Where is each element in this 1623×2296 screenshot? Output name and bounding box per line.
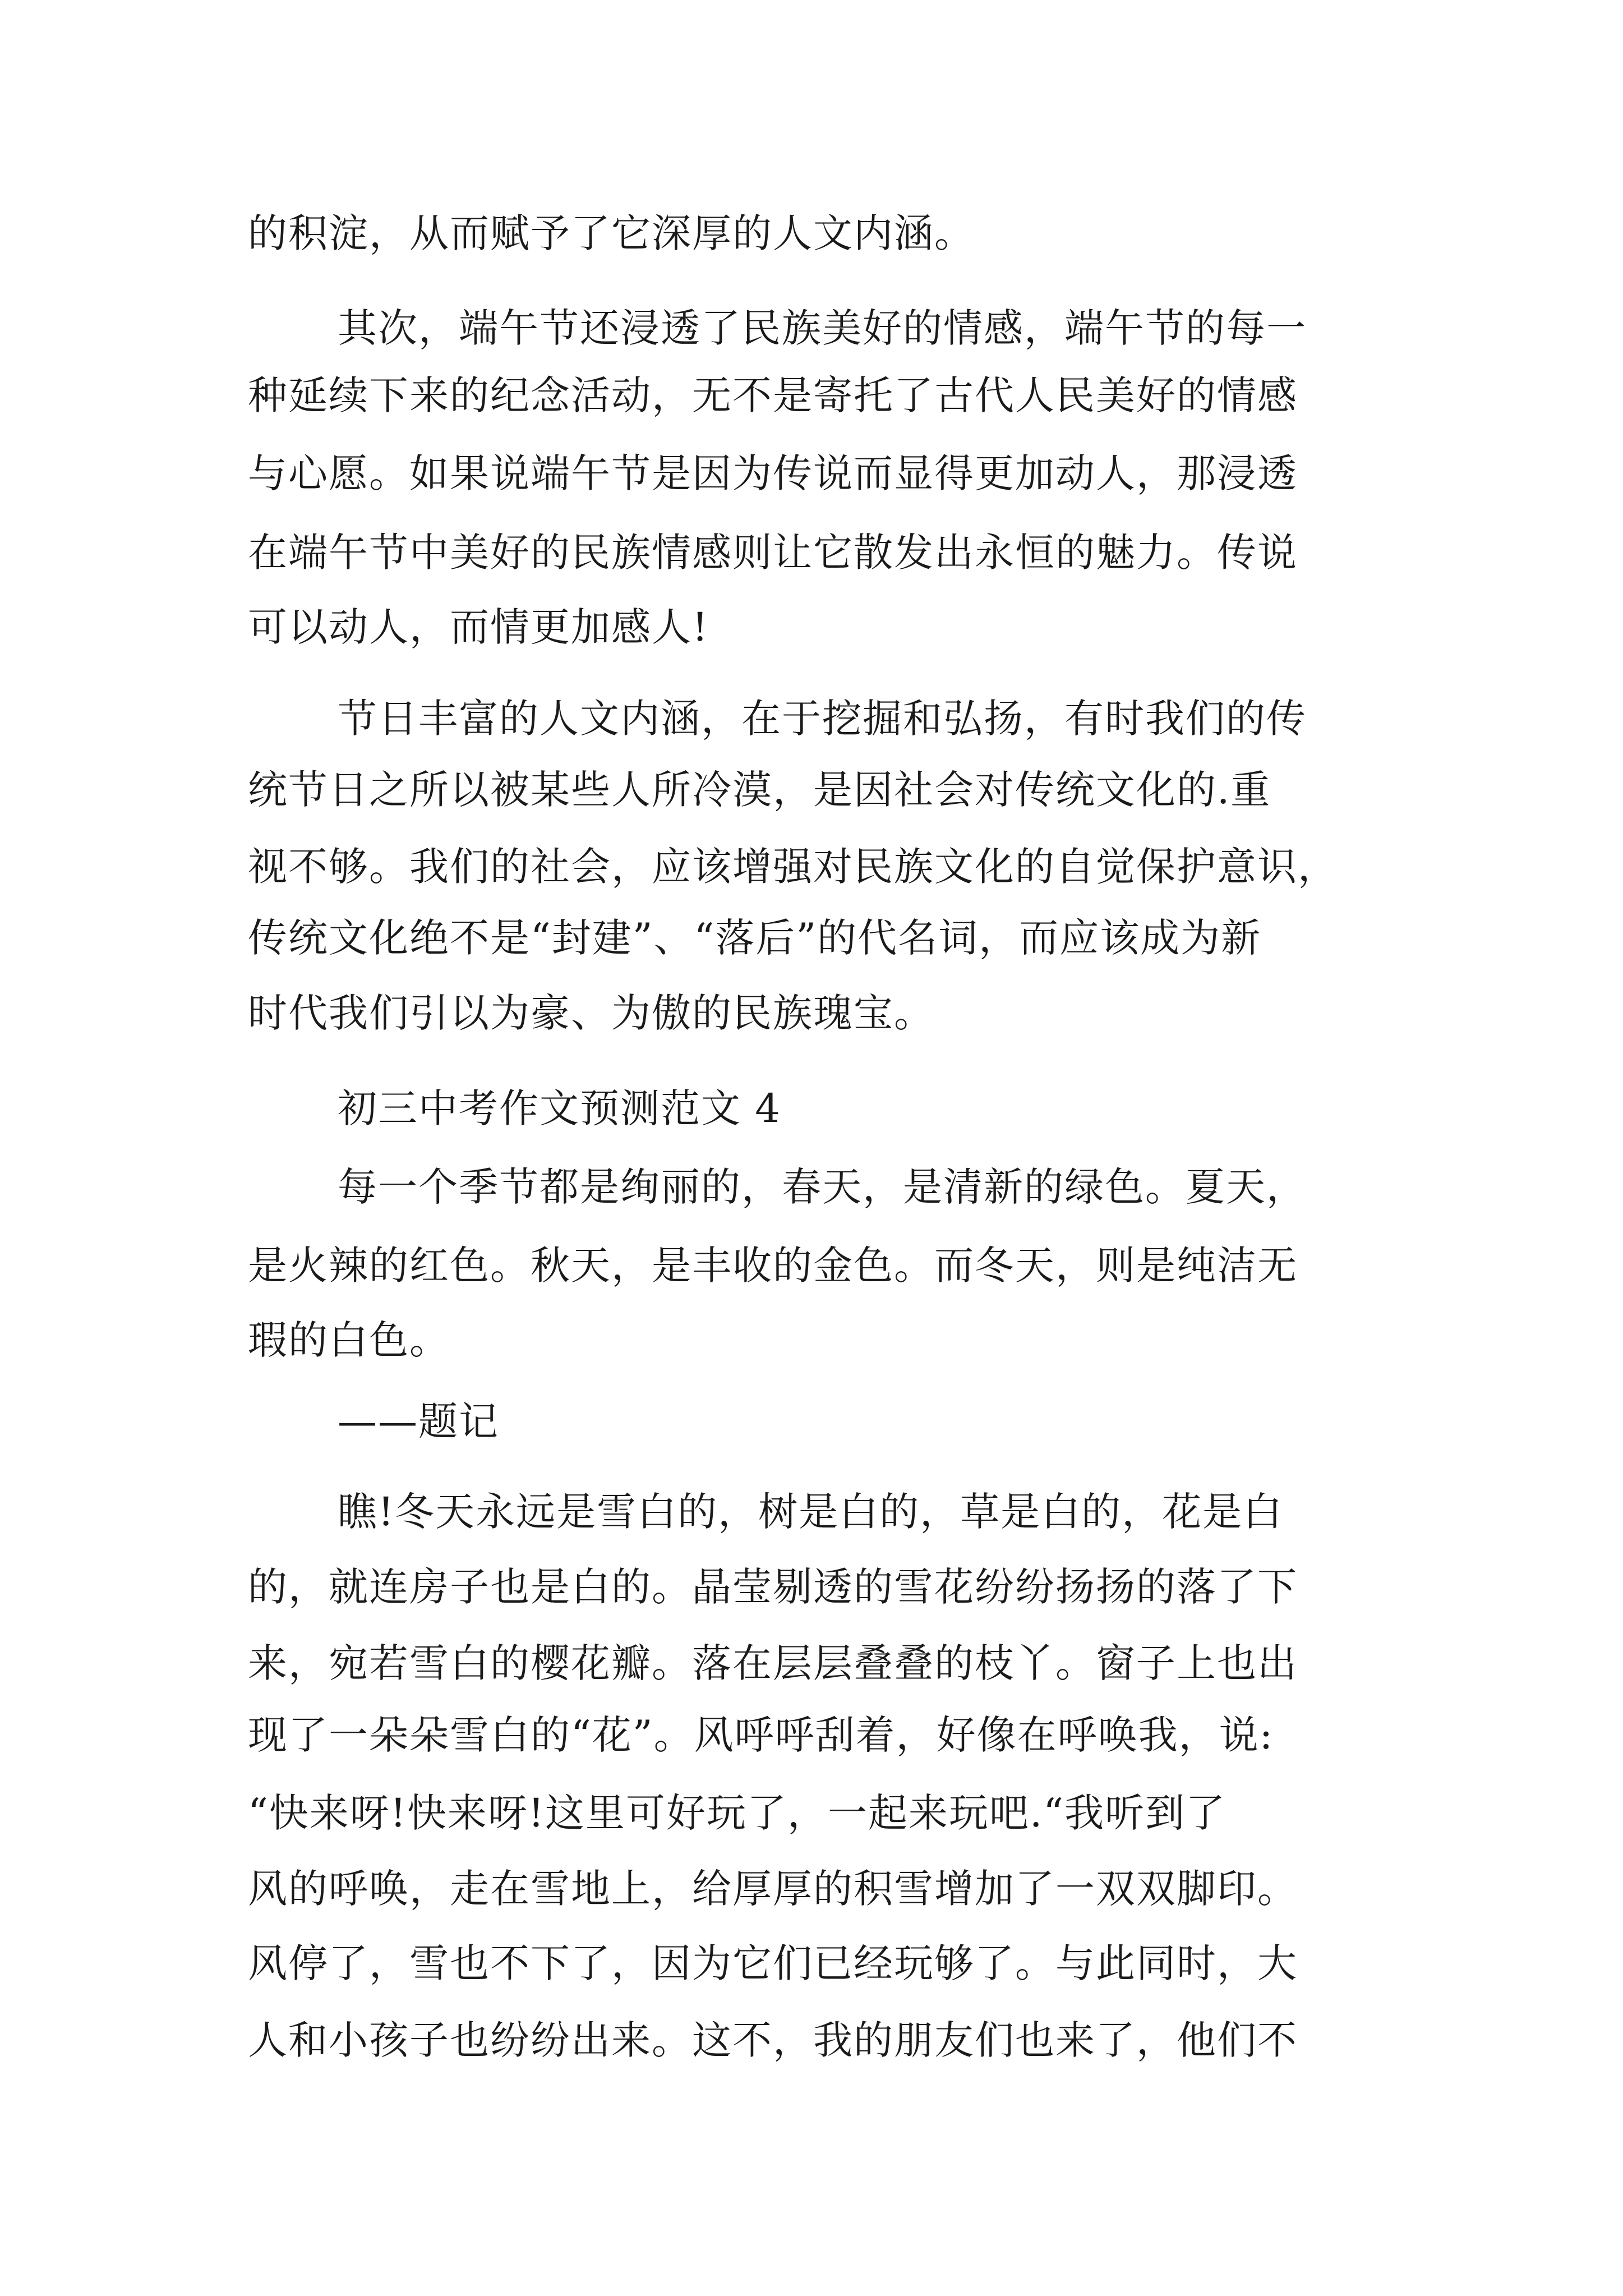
text-line: 的积淀，从而赋予了它深厚的人文内涵。 — [248, 210, 975, 256]
text-line: 可以动人，而情更加感人! — [248, 604, 709, 650]
text-line: 瞧!冬天永远是雪白的，树是白的，草是白的，花是白 — [338, 1489, 1284, 1535]
epigraph-attribution: ——题记 — [338, 1398, 499, 1444]
text-line: 统节日之所以被某些人所冷漠，是因社会对传统文化的.重 — [248, 767, 1271, 813]
text-line: 来，宛若雪白的樱花瓣。落在层层叠叠的枝丫。窗子上也出 — [248, 1640, 1298, 1686]
text-line: 在端午节中美好的民族情感则让它散发出永恒的魅力。传说 — [248, 530, 1298, 576]
text-line: 是火辣的红色。秋天，是丰收的金色。而冬天，则是纯洁无 — [248, 1243, 1298, 1289]
section-heading: 初三中考作文预测范文 4 — [338, 1085, 781, 1131]
text-line: 风停了，雪也不下了，因为它们已经玩够了。与此同时，大 — [248, 1940, 1298, 1986]
text-line: “快来呀!快来呀!这里可好玩了，一起来玩吧.“我听到了 — [248, 1790, 1227, 1836]
text-line: 与心愿。如果说端午节是因为传说而显得更加动人，那浸透 — [248, 450, 1298, 496]
text-line: 风的呼唤，走在雪地上，给厚厚的积雪增加了一双双脚印。 — [248, 1866, 1298, 1912]
text-line: 种延续下来的纪念活动，无不是寄托了古代人民美好的情感 — [248, 372, 1298, 418]
text-line: 节日丰富的人文内涵，在于挖掘和弘扬，有时我们的传 — [338, 696, 1307, 742]
text-line: 人和小孩子也纷纷出来。这不，我的朋友们也来了，他们不 — [248, 2017, 1298, 2063]
text-line: 瑕的白色。 — [248, 1317, 450, 1363]
text-line: 视不够。我们的社会，应该增强对民族文化的自觉保护意识， — [248, 844, 1338, 890]
text-line: 时代我们引以为豪、为傲的民族瑰宝。 — [248, 990, 934, 1036]
text-line: 的，就连房子也是白的。晶莹剔透的雪花纷纷扬扬的落了下 — [248, 1564, 1298, 1610]
text-line: 其次，端午节还浸透了民族美好的情感，端午节的每一 — [338, 305, 1307, 351]
text-line: 现了一朵朵雪白的“花”。风呼呼刮着，好像在呼唤我，说: — [248, 1712, 1274, 1758]
text-line: 传统文化绝不是“封建”、“落后”的代名词，而应该成为新 — [248, 915, 1262, 961]
text-line: 每一个季节都是绚丽的，春天，是清新的绿色。夏天， — [338, 1164, 1307, 1210]
